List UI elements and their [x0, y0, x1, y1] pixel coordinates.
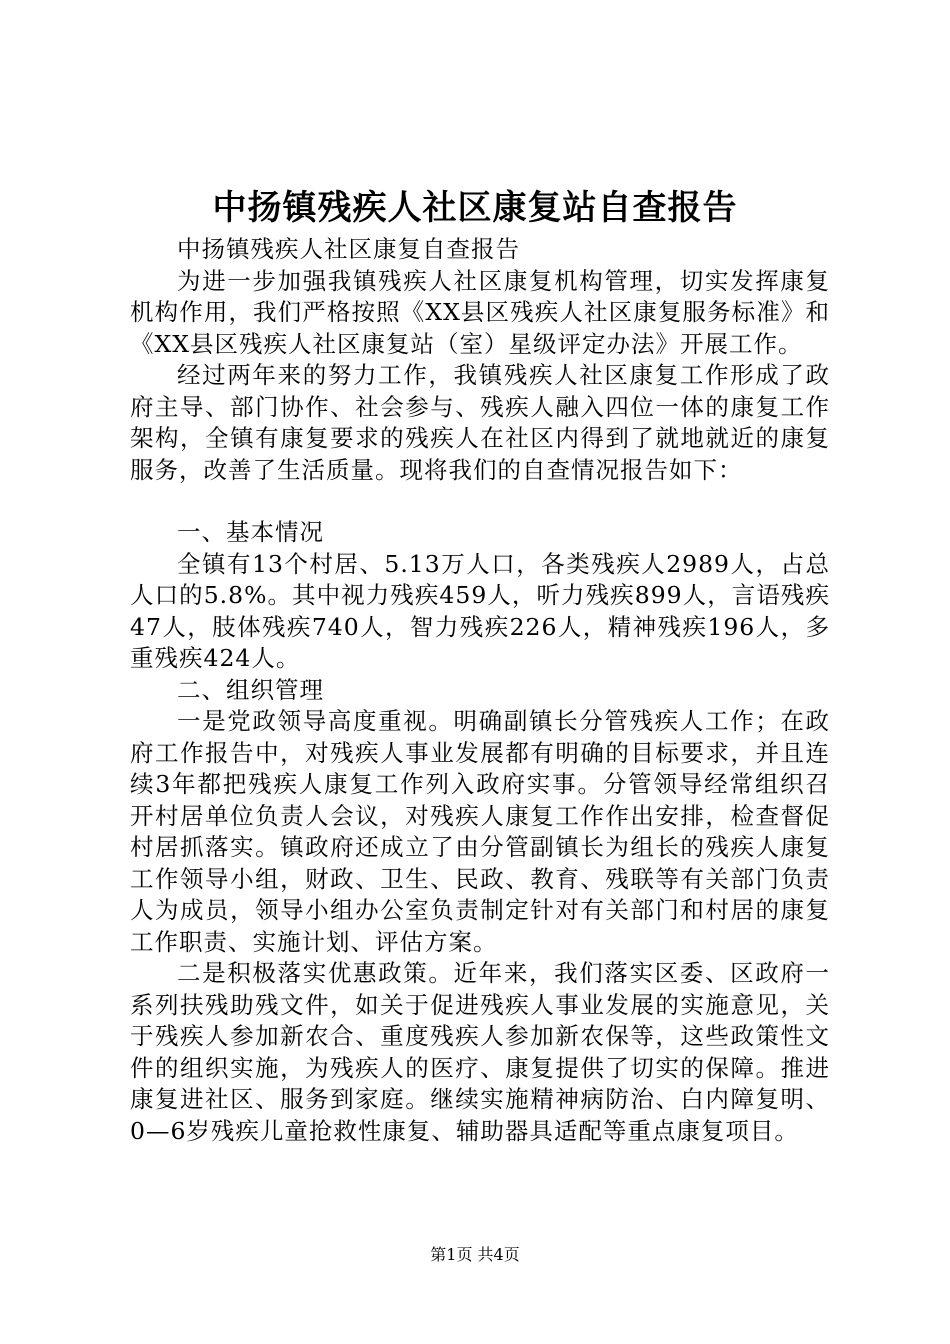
paragraph-gap: [130, 486, 830, 517]
section-heading-organization: 二、组织管理: [177, 675, 324, 704]
page-number-footer: 第1页 共4页: [430, 1245, 520, 1264]
section-heading-basic-situation: 一、基本情况: [177, 518, 324, 546]
organization-paragraph-1: 一是党政领导高度重视。明确副镇长分管残疾人工作；在政府工作报告中，对残疾人事业发展都有明确的目标要求，并且连续3年都把残疾人康复工作列入政府实事。分管领导经常组织召开村居单位负责人会议，对残疾人康复工作作出安排，检查督促村居抓落实。镇政府还成立了由分管副镇长为组长的残疾人康复工作领导小组，财政、卫生、民政、教育、残联等有关部门负责人为成员，领导小组办公室负责制定针对有关部门和村居的康复工作职责、实施计划、评估方案。: [130, 707, 830, 956]
basic-situation-paragraph: 全镇有13个村居、5.13万人口，各类残疾人2989人，占总人口的5.8%。其中视力残疾459人，听力残疾899人，言语残疾47人，肢体残疾740人，智力残疾226人，精神残疾196人，多重残疾424人。: [130, 549, 830, 672]
document-body: [130, 234, 830, 1147]
intro-paragraph-1: 为进一步加强我镇残疾人社区康复机构管理，切实发挥康复机构作用，我们严格按照《XX县区残疾人社区康复服务标准》和《XX县区残疾人社区康复站（室）星级评定办法》开展工作。: [130, 266, 830, 358]
document-subtitle: 中扬镇残疾人社区康复自查报告: [177, 235, 520, 263]
intro-paragraph-2: 经过两年来的努力工作，我镇残疾人社区康复工作形成了政府主导、部门协作、社会参与、残疾人融入四位一体的康复工作架构，全镇有康复要求的残疾人在社区内得到了就地就近的康复服务，改善了生活质量。现将我们的自查情况报告如下：: [130, 361, 830, 484]
organization-paragraph-2: 二是积极落实优惠政策。近年来，我们落实区委、区政府一系列扶残助残文件，如关于促进残疾人事业发展的实施意见，关于残疾人参加新农合、重度残疾人参加新农保等，这些政策性文件的组织实施，为残疾人的医疗、康复提供了切实的保障。推进康复进社区、服务到家庭。继续实施精神病防治、白内障复明、0—6岁残疾儿童抢救性康复、辅助器具适配等重点康复项目。: [130, 959, 830, 1145]
document-title: 中扬镇残疾人社区康复站自查报告: [212, 188, 738, 228]
